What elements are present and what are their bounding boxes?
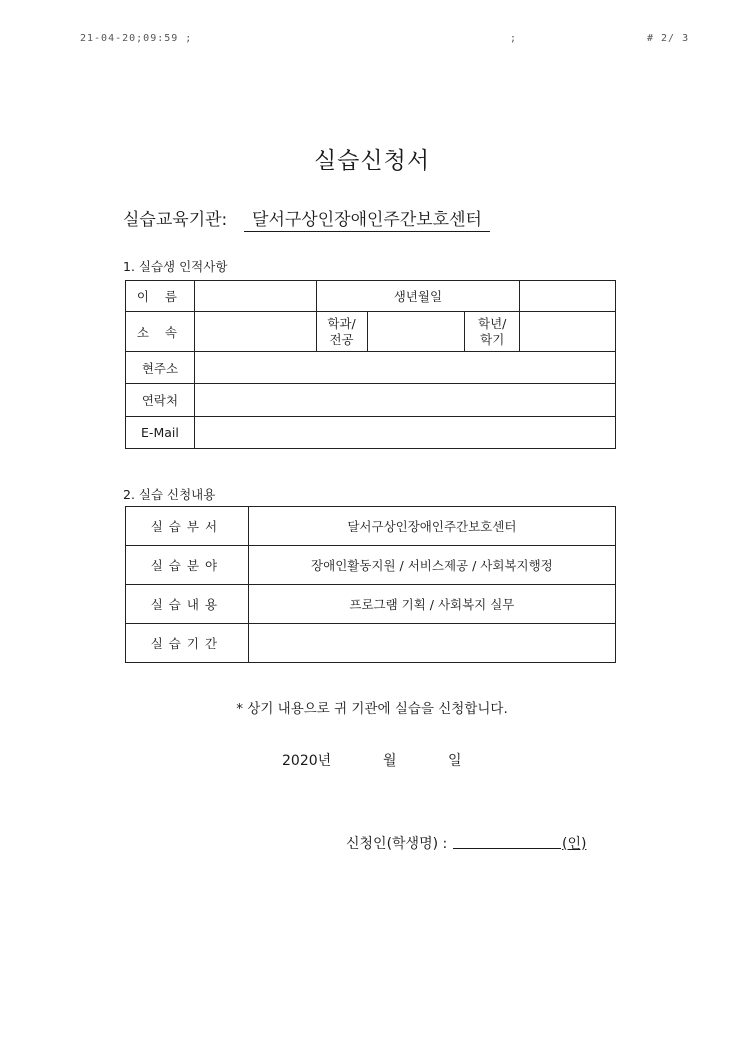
dept-label [316, 312, 367, 352]
field-row-label: 실습분야 [126, 546, 249, 585]
applicant-label: 신청인(학생명) : [346, 836, 448, 852]
year-label-line1: 학년/ [478, 315, 507, 331]
name-field[interactable] [194, 281, 316, 312]
period-row-label: 실습기간 [126, 624, 249, 663]
signature-line[interactable] [453, 848, 561, 849]
period-row-value[interactable] [248, 624, 615, 663]
institution-value: 달서구상인장애인주간보호센터 [244, 205, 490, 232]
contact-label: 연락처 [126, 384, 195, 417]
date-day: 일 [448, 753, 462, 769]
contact-field[interactable] [194, 384, 615, 417]
document-title: 실습신청서 [313, 148, 431, 174]
dept-label-line1: 학과/ [327, 315, 356, 331]
institution-label: 실습교육기관: [123, 210, 228, 230]
personal-info-table [125, 280, 616, 449]
email-field[interactable] [194, 417, 615, 449]
fax-page-number: # 2/ 3 [647, 33, 690, 44]
section1-heading: 1. 실습생 인적사항 [123, 259, 228, 274]
address-field[interactable] [194, 352, 615, 384]
field-row-value: 장애인활동지원 / 서비스제공 / 사회복지행정 [248, 546, 615, 585]
email-label: E-Mail [126, 417, 195, 449]
fax-timestamp: 21-04-20;09:59 ; [80, 33, 193, 44]
address-label: 현주소 [126, 352, 195, 384]
birth-label: 생년월일 [316, 281, 520, 312]
date-month: 월 [383, 753, 397, 769]
birth-field[interactable] [520, 281, 616, 312]
year-label [465, 312, 520, 352]
dept-field[interactable] [367, 312, 465, 352]
fax-separator: ; [510, 33, 518, 44]
notice-text: * 상기 내용으로 귀 기관에 실습을 신청합니다. [236, 701, 508, 717]
seal-mark: (인) [562, 836, 587, 852]
affiliation-label: 소 속 [126, 312, 195, 352]
dept-label-line2: 전공 [329, 331, 354, 347]
application-table [125, 506, 616, 663]
affiliation-field[interactable] [194, 312, 316, 352]
section2-heading: 2. 실습 신청내용 [123, 487, 216, 502]
content-row-value: 프로그램 기획 / 사회복지 실무 [248, 585, 615, 624]
dept-row-label: 실습부서 [126, 507, 249, 546]
dept-row-value: 달서구상인장애인주간보호센터 [248, 507, 615, 546]
date-year: 2020년 [282, 753, 332, 769]
year-label-line2: 학기 [480, 331, 505, 347]
year-field[interactable] [520, 312, 616, 352]
content-row-label: 실습내용 [126, 585, 249, 624]
name-label: 이 름 [126, 281, 195, 312]
